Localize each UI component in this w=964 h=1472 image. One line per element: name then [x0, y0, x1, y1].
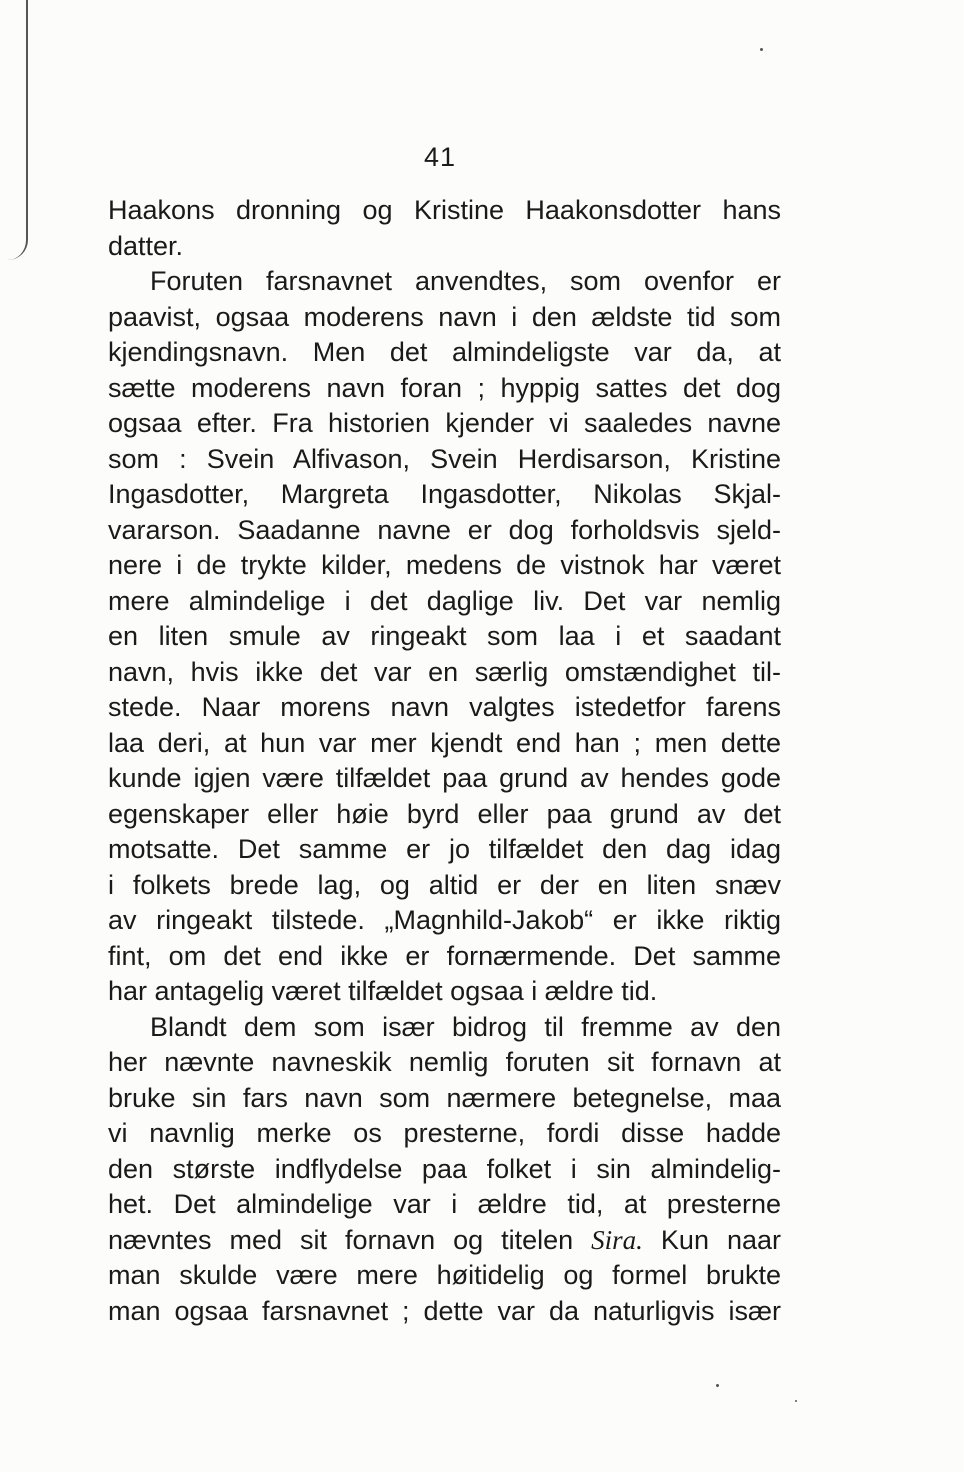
text-line-part: nævntes med sit fornavn og titelen — [108, 1224, 592, 1255]
page-number: 41 — [423, 142, 457, 172]
text-line-part: Kun naar — [642, 1224, 781, 1255]
text-line: har antagelig været tilfældet ogsaa i ældre tid. — [108, 976, 658, 1006]
text-line: fint, om det end ikke er fornærmende. Det samme — [108, 940, 781, 971]
text-line: het. Det almindelige var i ældre tid, at presterne — [108, 1189, 781, 1219]
text-line: navn, hvis ikke det var en særlig omstændighet til- — [108, 656, 781, 687]
text-line: man ogsaa farsnavnet ; dette var da naturligvis især — [108, 1295, 781, 1326]
text-line: bruke sin fars navn som nærmere betegnelse, maa — [108, 1082, 781, 1113]
text-line: Ingasdotter, Margreta Ingasdotter, Nikolas Skjal- — [108, 479, 781, 509]
text-line: her nævnte navneskik nemlig foruten sit fornavn at — [108, 1047, 781, 1077]
text-line: vi navnlig merke os presterne, fordi disse hadde — [108, 1118, 781, 1148]
text-line: kjendingsnavn. Men det almindeligste var da, at — [108, 337, 781, 367]
text-line: laa deri, at hun var mer kjendt end han ; men dette — [108, 727, 781, 758]
text-line: paavist, ogsaa moderens navn i den ældste tid som — [108, 301, 781, 332]
paper-speck — [716, 1384, 719, 1387]
italic-title: Sira. — [591, 1224, 643, 1255]
text-line: av ringeakt tilstede. „Magnhild-Jakob“ er ikke riktig — [108, 905, 781, 935]
text-line: som : Svein Alfivason, Svein Herdisarson, Kristine — [108, 443, 781, 474]
paper-speck — [760, 48, 763, 51]
text-line: egenskaper eller høie byrd eller paa grund av det — [108, 798, 781, 829]
text-line: stede. Naar morens navn valgtes istedetfor farens — [108, 692, 781, 722]
text-line: en liten smule av ringeakt som laa i et saadant — [108, 621, 781, 651]
text-line: kunde igjen være tilfældet paa grund av hendes gode — [108, 763, 781, 793]
text-line: man skulde være mere høitidelig og formel brukte — [108, 1260, 781, 1290]
text-line: i folkets brede lag, og altid er der en liten snæv — [108, 869, 781, 900]
text-line: mere almindelige i det daglige liv. Det var nemlig — [108, 585, 781, 616]
paper-speck — [795, 1400, 797, 1402]
text-line: datter. — [108, 230, 184, 261]
text-line: Blandt dem som især bidrog til fremme av den — [150, 1011, 781, 1042]
text-line: motsatte. Det samme er jo tilfældet den dag idag — [108, 834, 781, 864]
text-line: vararson. Saadanne navne er dog forholdsvis sjeld- — [108, 514, 781, 545]
body-text — [108, 193, 781, 1329]
text-line: sætte moderens navn foran ; hyppig sattes det dog — [108, 372, 781, 403]
text-line — [108, 1223, 781, 1259]
text-line: ogsaa efter. Fra historien kjender vi saaledes navne — [108, 408, 781, 438]
text-line: den største indflydelse paa folket i sin almindelig- — [108, 1153, 781, 1184]
page-edge-shadow — [8, 0, 28, 260]
text-line: Foruten farsnavnet anvendtes, som ovenfor er — [150, 266, 781, 296]
text-line: nere i de trykte kilder, medens de vistnok har været — [108, 550, 781, 580]
text-line: Haakons dronning og Kristine Haakonsdotter hans — [108, 195, 781, 225]
